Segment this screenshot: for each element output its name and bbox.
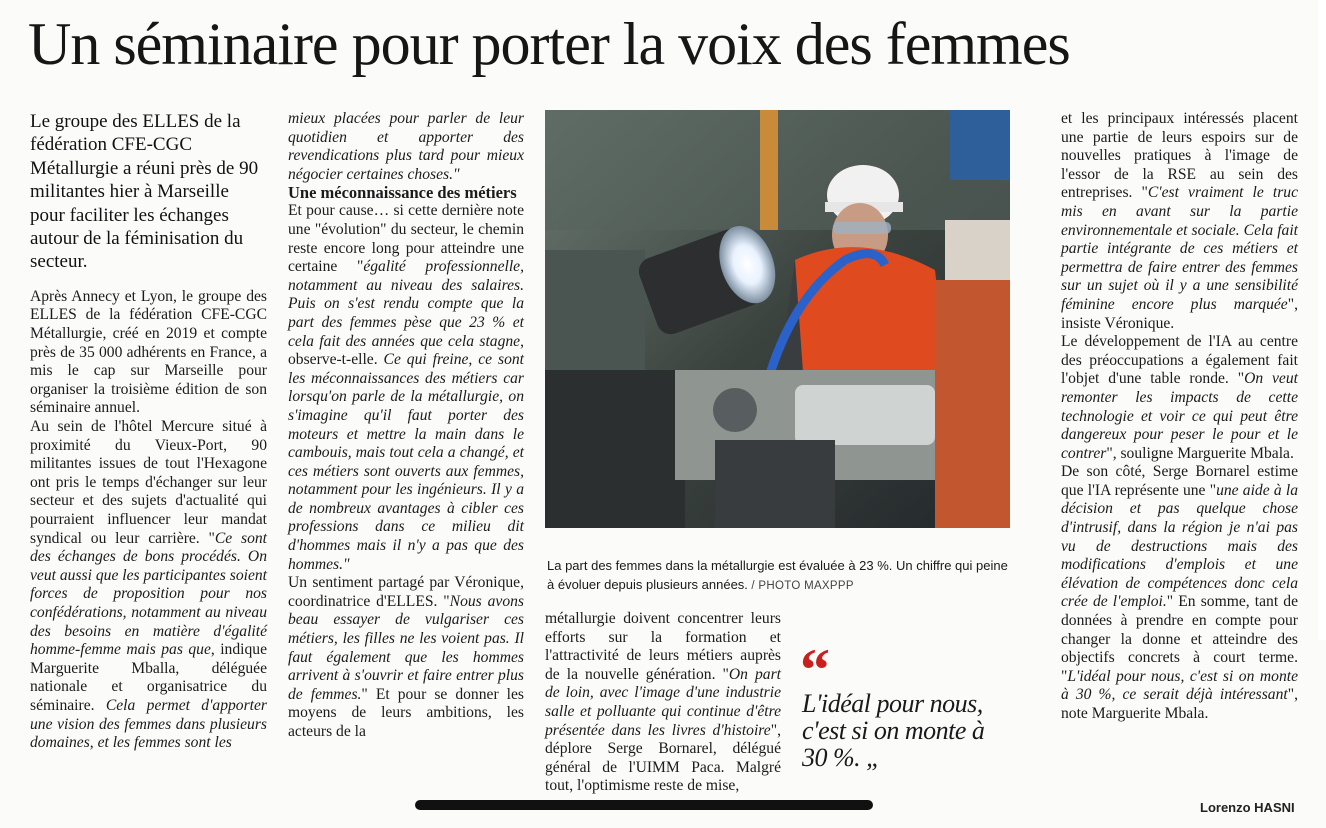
- subheading: Une méconnaissance des métiers: [288, 183, 517, 203]
- paragraph: Après Annecy et Lyon, le groupe des ELLES de la fédération CFE-CGC Métallurgie, créé en 2019 et compte près de 35 000 adhérents en France, a mis le cap sur Marseille pour organiser la troisième édition de son séminaire annuel.: [30, 287, 267, 417]
- caption-text: La part des femmes dans la métallurgie est évaluée à 23 %. Un chiffre qui peine à évoluer depuis plusieurs années.: [547, 558, 1008, 592]
- photo-caption: [547, 556, 1017, 596]
- quote-run: égalité professionnelle, notamment au niveau des salaires. Puis on s'est rendu compte que la part des femmes pèse que 23 % et cela fait des années que cela stagne: [288, 258, 525, 350]
- quote-run: Nous avons beau essayer de vulgariser ces métiers, les filles ne les voient pas. Il faut également que les hommes arrivent à s'ouvrir et faire entrer plus de femmes.: [288, 592, 524, 703]
- text-run: , observe-t-elle.: [288, 332, 524, 369]
- column-3: [545, 610, 781, 796]
- factory-worker-photo: [545, 110, 1010, 528]
- column-2: [288, 110, 524, 742]
- quote-run: C'est vraiment le truc mis en avant sur la partie environnementale et sociale. Cela fait partie intégrante de ces métiers et permettra de faire entrer des femmes sur un sujet où il y a une sensibilité féminine encore plus marquée: [1061, 184, 1298, 313]
- text-run: " Et pour se donner les moyens de leurs ambitions, les acteurs de la: [288, 685, 524, 740]
- text-run: Un sentiment partagé par Véronique, coordinatrice d'ELLES. ": [288, 574, 524, 610]
- paragraph: [1061, 110, 1298, 333]
- text-run: métallurgie doivent concentrer leurs efforts sur la formation et l'attractivité de leurs métiers auprès de la nouvelle génération. ": [545, 610, 781, 683]
- article-title: Un séminaire pour porter la voix des femmes: [28, 11, 1070, 77]
- page-edge: [1318, 0, 1326, 640]
- quote-mark-icon: “: [800, 637, 830, 703]
- text-run: Au sein de l'hôtel Mercure situé à proximité du Vieux-Port, 90 militantes issues de tout l'Hexagone ont pris le temps d'échanger sur leur secteur et des sujets d'actualité qui pourraient influencer leur mandat syndical ou leur carrière. ": [30, 418, 267, 547]
- paragraph: [1061, 463, 1298, 723]
- text-run: ", déplore Serge Bornarel, délégué général de l'UIMM Paca. Malgré tout, l'optimisme reste de mise,: [545, 721, 781, 795]
- text-run: ", insiste Véronique.: [1061, 295, 1298, 332]
- quote-run: Ce sont des échanges de bons procédés. On veut aussi que les participantes soient forces de proposition pour nos confédérations, notamment au niveau des besoins en matière d'égalité homme-femme mais pas que: [30, 529, 267, 659]
- article-lead: Le groupe des ELLES de la fédération CFE-CGC Métallurgie a réuni près de 90 militantes hier à Marseille pour faciliter les échanges autour de la féminisation du secteur.: [30, 111, 259, 273]
- paragraph: [288, 110, 524, 184]
- quote-run: Cela permet d'apporter une vision des femmes dans plusieurs domaines, et les femmes sont les: [30, 696, 267, 752]
- author-byline: Lorenzo HASNI: [1200, 800, 1295, 815]
- horizontal-scrollbar[interactable]: [415, 800, 873, 810]
- text-run: et les principaux intéressés placent une partie de leurs espoirs sur de nouvelles pratiques à l'image de l'essor de la RSE au sein des entreprises. ": [1061, 110, 1298, 202]
- paragraph: [545, 610, 781, 796]
- text-run: , indique Marguerite Mballa, déléguée nationale et organisatrice du séminaire.: [30, 641, 268, 714]
- article-photo: [545, 110, 1010, 528]
- column-1: [30, 110, 267, 753]
- quote-run: On veut remonter les impacts de cette technologie et voir ce qui peut être dangereux pour peser le pour et le contrer: [1061, 370, 1298, 462]
- text-run: Et pour cause… si cette dernière note une "évolution" du secteur, le chemin reste encore long pour atteindre une certaine ": [288, 202, 524, 276]
- text-run: ", souligne Marguerite Mbala.: [1106, 444, 1294, 462]
- paragraph: [288, 574, 524, 741]
- quote-run: On part de loin, avec l'image d'une industrie salle et polluante qui continue d'être présentée dans les livres d'histoire: [545, 665, 781, 739]
- quote-run: mieux placées pour parler de leur quotidien et apporter des revendications plus tard pour mieux négocier certaines choses.": [288, 110, 524, 183]
- photo-credit: / PHOTO MAXPPP: [747, 580, 854, 592]
- paragraph: [30, 418, 267, 753]
- paragraph: [288, 202, 524, 574]
- column-4: [1061, 110, 1298, 724]
- paragraph: [1061, 333, 1298, 463]
- text-run: De son côté, Serge Bornarel estime que l'IA représente une ": [1061, 463, 1298, 499]
- quote-run: L'idéal pour nous, c'est si on monte à 30 %, ce serait déjà intéressant: [1061, 667, 1298, 704]
- pull-quote: L'idéal pour nous, c'est si on monte à 30 %. „: [802, 689, 985, 772]
- quote-run: Ce qui freine, ce sont les méconnaissances des métiers car lorsqu'on parle de la métallurgie, on s'imagine qu'il faut porter des moteurs et mettre la main dans le cambouis, mais tout cela a changé, et ces métiers sont ouverts aux femmes, notamment pour les ingénieurs. Il y a de nombreux avantages à cibler ces professions dans ce milieu dit d'hommes mais il n'y a pas que des hommes.": [288, 351, 524, 573]
- text-run: Le développement de l'IA au centre des préoccupations a également fait l'objet d'une table ronde. ": [1061, 333, 1298, 388]
- quote-run: une aide à la décision et pas quelque chose d'intrusif, dans la région je n'ai pas vu de destructions mais des modifications d'emplois et une élévation de compétences donc cela crée de l'emploi.: [1061, 481, 1298, 611]
- text-run: ", note Marguerite Mbala.: [1061, 686, 1298, 722]
- text-run: " En somme, tant de données à prendre en compte pour changer la donne et atteindre des objectifs concrets à court terme. ": [1061, 593, 1298, 685]
